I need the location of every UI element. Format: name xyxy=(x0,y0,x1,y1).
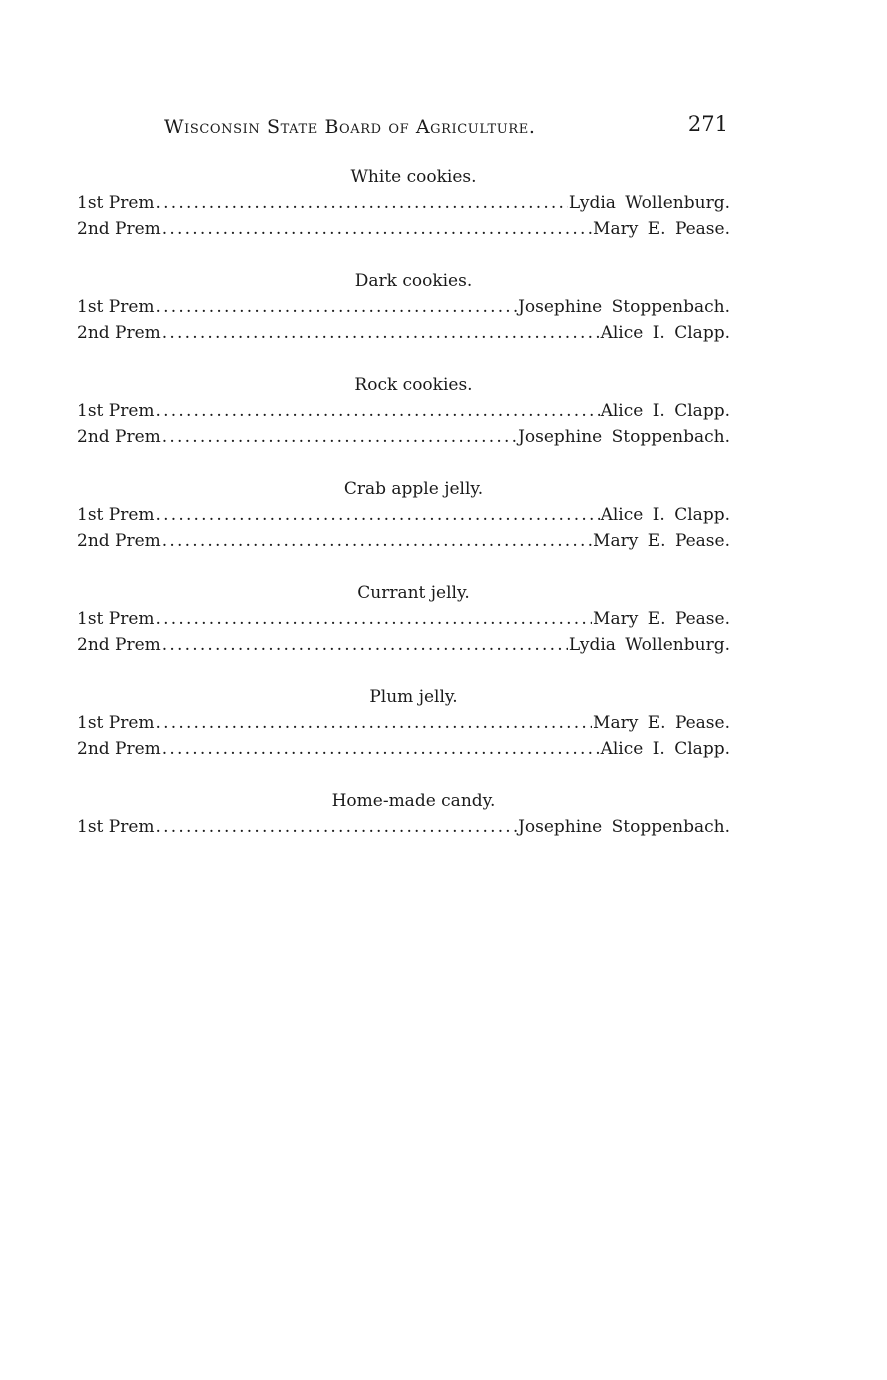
premium-entry xyxy=(77,320,730,346)
dot-leader xyxy=(156,606,593,632)
section-currant-jelly xyxy=(77,580,730,658)
premium-entry xyxy=(77,632,730,658)
section-title: Home-made candy. xyxy=(331,791,496,811)
section-title: Currant jelly. xyxy=(357,583,470,603)
premium-winner: Alice I. Clapp. xyxy=(600,739,730,759)
premium-entry xyxy=(77,294,730,320)
section-title: Rock cookies. xyxy=(354,375,473,395)
premium-winner: Alice I. Clapp. xyxy=(600,401,730,421)
dot-leader xyxy=(156,398,600,424)
dot-leader xyxy=(162,528,592,554)
premium-entry xyxy=(77,190,730,216)
premium-winner: Lydia Wollenburg. xyxy=(568,193,730,213)
premium-winner: Josephine Stoppenbach. xyxy=(518,297,730,317)
section-dark-cookies xyxy=(77,268,730,346)
running-title: Wisconsin State Board of Agriculture. xyxy=(164,116,536,138)
dot-leader xyxy=(156,190,568,216)
premium-place: 1st Prem xyxy=(77,609,155,629)
premium-place: 2nd Prem xyxy=(77,739,161,759)
section-title: White cookies. xyxy=(350,167,477,187)
premium-entry xyxy=(77,502,730,528)
dot-leader xyxy=(162,424,517,450)
premium-entry xyxy=(77,424,730,450)
premium-place: 1st Prem xyxy=(77,401,155,421)
premium-winner: Josephine Stoppenbach. xyxy=(518,427,730,447)
premium-place: 1st Prem xyxy=(77,193,155,213)
premium-winner: Alice I. Clapp. xyxy=(600,505,730,525)
premium-entry xyxy=(77,606,730,632)
premium-place: 2nd Prem xyxy=(77,323,161,343)
section-title: Crab apple jelly. xyxy=(343,479,484,499)
premium-winner: Mary E. Pease. xyxy=(593,713,730,733)
section-rock-cookies xyxy=(77,372,730,450)
premium-entry xyxy=(77,528,730,554)
premium-list xyxy=(77,164,730,866)
premium-winner: Mary E. Pease. xyxy=(593,219,730,239)
running-header xyxy=(160,110,730,142)
premium-place: 2nd Prem xyxy=(77,427,161,447)
dot-leader xyxy=(156,710,593,736)
premium-place: 1st Prem xyxy=(77,713,155,733)
premium-winner: Lydia Wollenburg. xyxy=(568,635,730,655)
premium-entry xyxy=(77,710,730,736)
dot-leader xyxy=(162,736,600,762)
section-title: Plum jelly. xyxy=(369,687,458,707)
premium-winner: Mary E. Pease. xyxy=(593,531,730,551)
premium-entry xyxy=(77,216,730,242)
section-plum-jelly xyxy=(77,684,730,762)
premium-place: 2nd Prem xyxy=(77,635,161,655)
premium-place: 1st Prem xyxy=(77,505,155,525)
premium-place: 2nd Prem xyxy=(77,219,161,239)
premium-place: 2nd Prem xyxy=(77,531,161,551)
page-number: 271 xyxy=(687,112,728,136)
premium-winner: Josephine Stoppenbach. xyxy=(518,817,730,837)
dot-leader xyxy=(156,502,600,528)
premium-entry xyxy=(77,736,730,762)
section-home-made-candy xyxy=(77,788,730,840)
premium-place: 1st Prem xyxy=(77,297,155,317)
section-white-cookies xyxy=(77,164,730,242)
premium-entry xyxy=(77,398,730,424)
section-crab-apple-jelly xyxy=(77,476,730,554)
dot-leader xyxy=(156,294,518,320)
dot-leader xyxy=(156,814,518,840)
premium-place: 1st Prem xyxy=(77,817,155,837)
dot-leader xyxy=(162,320,600,346)
section-title: Dark cookies. xyxy=(354,271,473,291)
premium-entry xyxy=(77,814,730,840)
premium-winner: Alice I. Clapp. xyxy=(600,323,730,343)
dot-leader xyxy=(162,216,592,242)
premium-winner: Mary E. Pease. xyxy=(593,609,730,629)
dot-leader xyxy=(162,632,568,658)
